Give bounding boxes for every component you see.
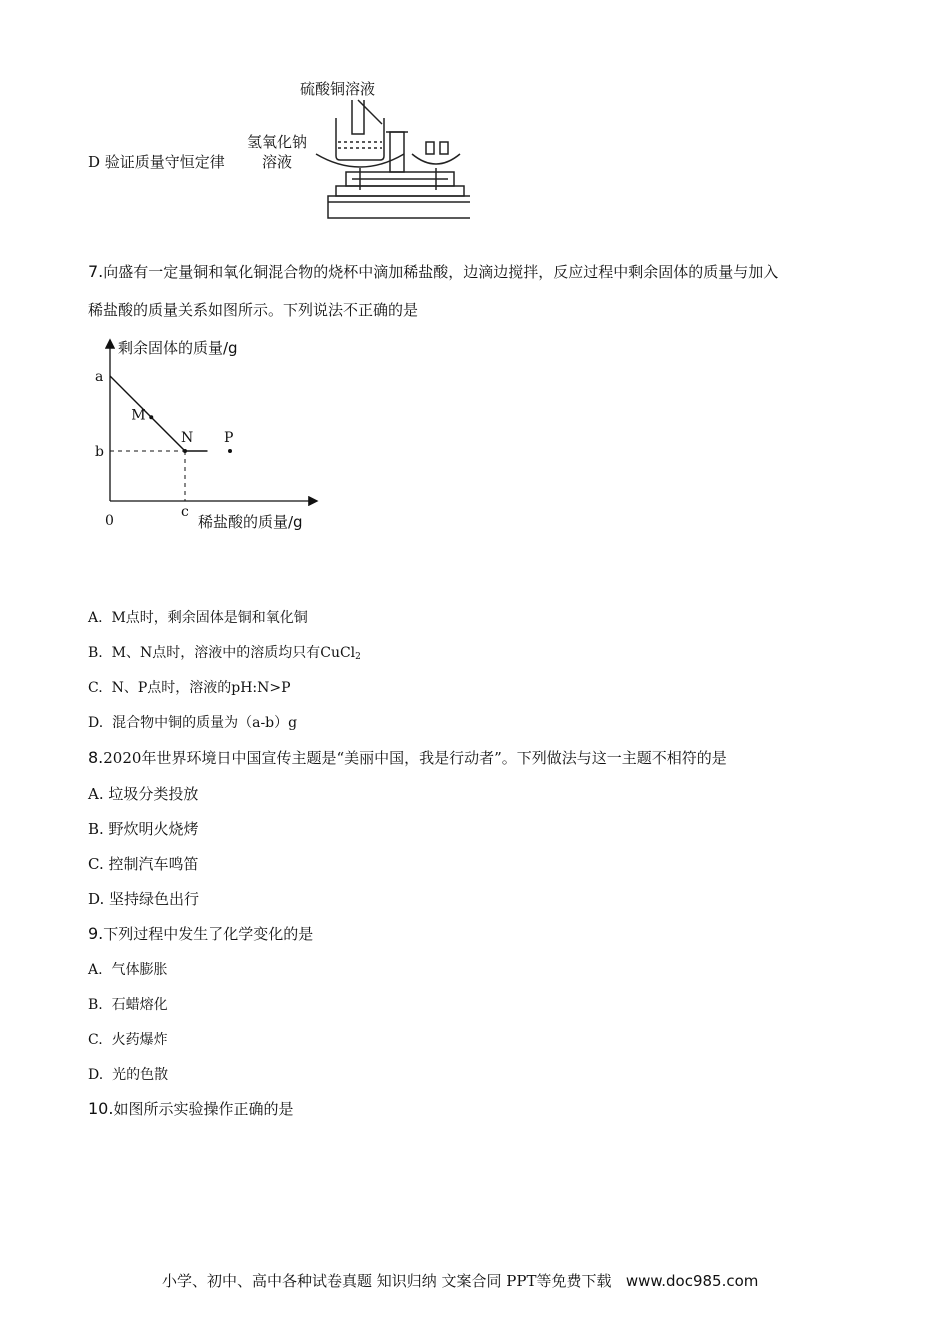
- q8-stem-text: 2020年世界环境日中国宣传主题是“美丽中国，我是行动者”。下列做法与这一主题不相符的是: [103, 749, 727, 767]
- point-label-n: N: [181, 430, 194, 446]
- q8-option-a: A. 垃圾分类投放: [88, 785, 199, 803]
- q9-number: 9.: [88, 924, 104, 943]
- balance-icon: [316, 100, 470, 218]
- q8-option-d: D. 坚持绿色出行: [88, 890, 200, 908]
- tick-label-b: b: [95, 444, 104, 460]
- q10-stem: [88, 1098, 293, 1119]
- q7-option-b: [88, 642, 361, 662]
- tick-label-c: c: [181, 504, 189, 520]
- label-naoh-2: 溶液: [262, 153, 293, 171]
- option-letter: A.: [88, 610, 103, 626]
- option-text: 混合物中铜的质量为（a-b）g: [112, 715, 298, 731]
- q9-stem-text: 下列过程中发生了化学变化的是: [103, 925, 314, 943]
- footer: [162, 1270, 758, 1291]
- option-letter: C.: [88, 680, 103, 696]
- q8-option-b: B. 野炊明火烧烤: [88, 820, 199, 838]
- q7-number: 7.: [88, 262, 104, 281]
- footer-text: 小学、初中、高中各种试卷真题 知识归纳 文案合同 PPT等免费下载: [162, 1272, 612, 1290]
- option-letter: D.: [88, 1067, 104, 1083]
- point-m: [149, 415, 153, 419]
- q7-option-c: [88, 677, 291, 697]
- option-text: 石蜡熔化: [111, 997, 168, 1013]
- mass-conservation-figure: [240, 72, 470, 224]
- q9-option-c: [88, 1029, 168, 1049]
- option-text: 火药爆炸: [111, 1032, 168, 1048]
- option-letter: D.: [88, 715, 104, 731]
- q9-stem: [88, 923, 313, 944]
- origin-label: 0: [105, 513, 114, 529]
- y-axis-label: 剩余固体的质量/g: [118, 339, 238, 357]
- q7-stem-text-1: 向盛有一定量铜和氧化铜混合物的烧杯中滴加稀盐酸，边滴边搅拌，反应过程中剩余固体的质量与加入: [103, 263, 779, 281]
- option-letter: B.: [88, 645, 103, 661]
- q10-stem-text: 如图所示实验操作正确的是: [113, 1100, 294, 1118]
- q8-number: 8.: [88, 748, 104, 767]
- q7-option-a: [88, 607, 308, 627]
- option-letter: B.: [88, 997, 103, 1013]
- label-naoh-1: 氢氧化钠: [247, 133, 308, 151]
- option-text: 光的色散: [112, 1067, 169, 1083]
- q10-number: 10.: [88, 1099, 114, 1118]
- q7-stem-line2: 稀盐酸的质量关系如图所示。下列说法不正确的是: [88, 301, 419, 319]
- option-text: M、N点时，溶液中的溶质均只有CuCl: [111, 645, 356, 661]
- option-text: 气体膨胀: [111, 962, 168, 978]
- point-p: [228, 449, 232, 453]
- option-text: N、P点时，溶液的pH:N>P: [111, 680, 291, 696]
- option-letter: A.: [88, 962, 103, 978]
- option-letter: C.: [88, 1032, 103, 1048]
- q9-option-a: [88, 959, 167, 979]
- point-label-p: P: [224, 430, 234, 446]
- q9-option-b: [88, 994, 168, 1014]
- q8-option-c: C. 控制汽车鸣笛: [88, 855, 199, 873]
- x-axis-label: 稀盐酸的质量/g: [198, 513, 303, 531]
- q9-option-d: [88, 1064, 168, 1084]
- q7-chart: [88, 333, 328, 533]
- option-text: M点时，剩余固体是铜和氧化铜: [111, 610, 308, 626]
- q7-option-d: [88, 712, 297, 732]
- label-copper-sulfate: 硫酸铜溶液: [300, 80, 376, 98]
- subscript: 2: [355, 652, 361, 662]
- tick-label-a: a: [95, 369, 104, 385]
- point-label-m: M: [131, 407, 146, 424]
- point-n: [183, 449, 187, 453]
- q8-stem: [88, 747, 727, 768]
- footer-site-link[interactable]: www.doc985.com: [625, 1272, 759, 1290]
- q6-option-d: D 验证质量守恒定律: [88, 153, 225, 171]
- q7-stem-line1: [88, 261, 778, 282]
